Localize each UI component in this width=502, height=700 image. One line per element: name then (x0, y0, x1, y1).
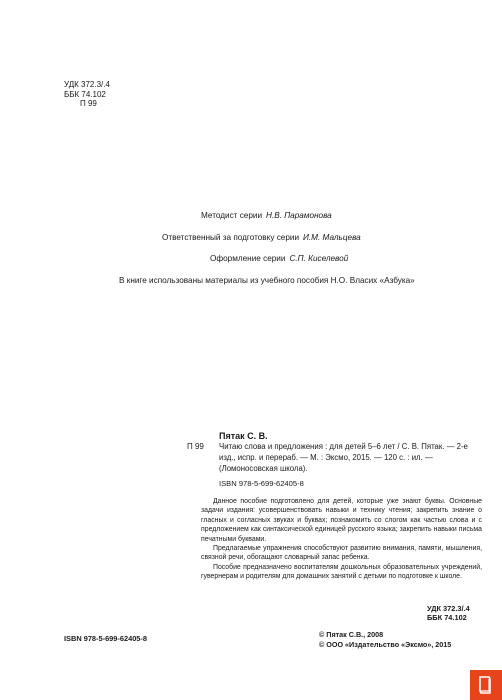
credit-role: Ответственный за подготовку серии (162, 233, 300, 242)
bbk-code: ББК 74.102 (64, 89, 106, 99)
copyright-block (319, 630, 451, 650)
credit-responsible (162, 233, 361, 242)
catalog-code: П 99 (187, 442, 204, 451)
credit-role: Методист серии (201, 211, 263, 220)
publisher-logo-icon (470, 670, 502, 700)
credit-name: С.П. Киселевой (289, 254, 349, 263)
catalog-description-text: Читаю слова и предложения : для детей 5–6 лет / С. В. Пятак. — 2-е изд., испр. и перераб. — М. : Эксмо, 2015. — 120 с. : ил. — (Ломоносовская школа). (219, 442, 468, 473)
catalog-author: Пятак С. В. (219, 431, 268, 441)
catalog-classification (427, 604, 470, 622)
credit-name: И.М. Мальцева (303, 233, 361, 242)
book-icon (478, 676, 492, 694)
source-note: В книге использованы материалы из учебного пособия Н.О. Власих «Азбука» (119, 276, 415, 285)
catalog-bbk: ББК 74.102 (427, 613, 467, 622)
credit-methodist (201, 211, 332, 220)
footer-isbn: ISBN 978-5-699-62405-8 (64, 634, 147, 643)
udk-code: УДК 372.3/.4 (64, 80, 110, 89)
copyright-publisher: © ООО «Издательство «Эксмо», 2015 (319, 640, 452, 649)
credit-design (210, 254, 348, 263)
catalog-udk: УДК 372.3/.4 (427, 604, 470, 613)
catalog-isbn: ISBN 978-5-699-62405-8 (219, 479, 304, 488)
classification-block (64, 80, 110, 109)
catalog-description (219, 441, 481, 474)
annotation-paragraph: Предлагаемые упражнения способствуют развитию внимания, памяти, мышления, связной речи, обогащают словарный запас ребенка. (201, 545, 482, 562)
annotation-paragraph: Пособие предназначено воспитателям дошкольных образовательных учреждений, гувернерам и родителям для домашних занятий с детьми по подготовке к школе. (201, 563, 482, 581)
annotation-paragraph: Данное пособие подготовлено для детей, которые уже знают буквы. Основные задачи издания: усовершенствовать навыки и технику чтения; закрепить знание о гласных и согласных звуках и буквах; познакомить со слогом как частью слова и с предложением как синтаксической единицей русского языка; закрепить навыки письма печатными буквами. (201, 498, 482, 543)
credit-name: Н.В. Парамонова (266, 211, 332, 220)
copyright-author: © Пятак С.В., 2008 (319, 630, 384, 639)
author-sign: П 99 (80, 99, 97, 109)
annotation (201, 497, 482, 582)
credit-role: Оформление серии (210, 254, 286, 263)
